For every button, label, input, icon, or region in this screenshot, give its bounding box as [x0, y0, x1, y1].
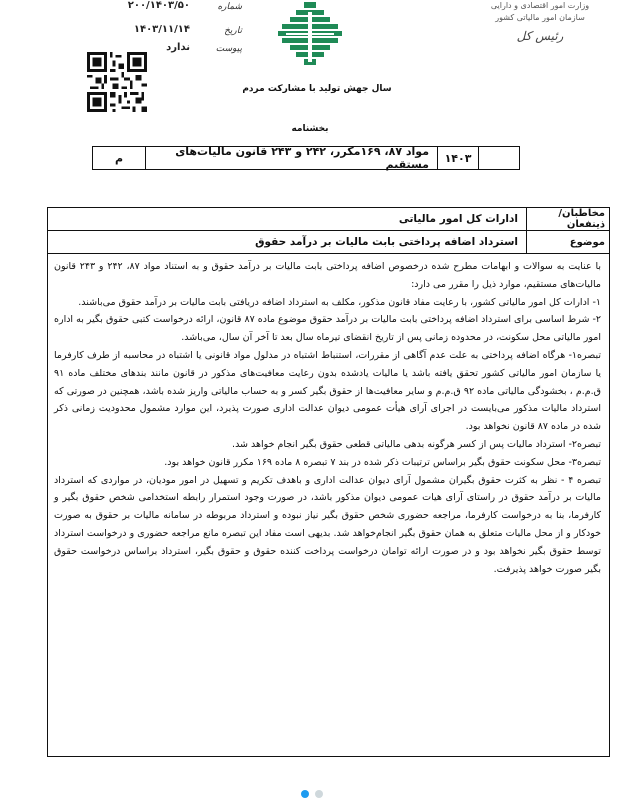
org-line-head: رئیس کل	[516, 29, 564, 43]
letter-date-label: تاریخ	[224, 26, 242, 36]
topic-row	[48, 231, 609, 254]
note-3: تبصره۳- محل سکونت حقوق بگیر براساس ترتیبات ذکر شده در بند ۷ تبصره ۸ ماده ۱۶۹ مکرر قانون خواهد بود.	[164, 456, 601, 468]
addressee-value: ادارات کل امور مالیاتی	[398, 213, 518, 225]
topic-value: استرداد اضافه پرداختی بابت مالیات بر درآمد حقوق	[255, 236, 518, 248]
note-4: تبصره ۴ - نظر به کثرت حقوق بگیران مشمول آرای دیوان عدالت اداری و باهدف تکریم و تسهیل در امور مودیان، در مواردی که استرداد مالیات بر درآمد حقوق در راستای آرای هیات عمومی دیوان مذکور باشد، در صورت وجود استمرار رابطه استخدامی شخص حقوق بگیر و کارفرما، بنا به درخواست کارفرما، مراجعه حضوری شخص حقوق بگیر نیاز نبوده و استرداد مربوطه در سامانه مالیات بر حقوق به صورت خودکار و از محل مالیات متعلق به همان حقوق بگیر انجام‌خواهد شد. بدیهی است مفاد این تبصره مانع مراجعه حضوری و درخواست استرداد توسط حقوق بگیر نخواهد بود و در صورت ارائه توامان درخواست پرداخت کننده حقوق و حقوق بگیر، استرداد براساس درخواست حقوق بگیر صورت خواهد پذیرفت.	[54, 474, 601, 575]
addressee-label: مخاطبان/ ذینفعان	[526, 208, 609, 230]
subject-bar-blank-cell	[478, 147, 519, 169]
letter-number-value: ۲۰۰/۱۴۰۳/۵۰	[127, 0, 190, 11]
letter-date-row	[92, 24, 242, 42]
circular-body-table	[47, 207, 610, 757]
page-dot-inactive[interactable]	[315, 790, 323, 798]
attachment-label: پیوست	[215, 44, 242, 54]
clause-1: ۱- ادارات کل امور مالیاتی کشور، با رعایت مفاد قانون مذکور، مکلف به استرداد اضافه دریافتی بابت مالیات بر درآمد حقوق می‌باشند.	[78, 296, 601, 308]
letter-number-row	[92, 0, 242, 18]
note-1: تبصره۱- هرگاه اضافه پرداختی به علت عدم آگاهی از مقررات، استنباط اشتباه در مدلول مواد قانونی یا اشتباه در محاسبه از طرف کارفرما یا سازمان امور مالیاتی کشور تحقق یافته باشد یا مالیات یادشده بدون رعایت معافیت‌های مذکور در قانون مانند بندهای مختلف ماده ۹۱ ق.م.م ، بخشودگی مالیاتی ماده ۹۲ ق.م.م و سایر معافیت‌ها از حقوق بگیر کسر و به حساب مالیاتی واریز شده باشد، همچنین در صورتی که استرداد مالیات مذکور می‌بایست در اجرای آرای هیأت عمومی دیوان عدالت اداری صورت پذیرد، این موارد مشمول محدودیت زمانی ذکر شده در ماده ۸۷ قانون نخواهد بود.	[54, 349, 602, 433]
circular-year: ۱۴۰۳	[437, 147, 478, 169]
circular-title: بخشنامه	[291, 124, 329, 134]
letter-date-value: ۱۴۰۳/۱۱/۱۴	[133, 24, 190, 35]
page-dot-active[interactable]	[301, 790, 309, 798]
circular-body-text	[48, 254, 609, 578]
year-slogan: سال جهش تولید با مشارکت مردم	[242, 84, 392, 94]
circular-subject-bar	[92, 146, 520, 170]
topic-label: موضوع	[526, 231, 609, 253]
addressee-row	[48, 208, 609, 231]
org-line-organization: سازمان امور مالیاتی کشور	[495, 13, 585, 22]
organization-header	[465, 0, 615, 60]
letter-number-label: شماره	[217, 2, 242, 12]
circular-subject: مواد ۸۷، ۱۶۹مکرر، ۲۴۲ و ۲۴۳ قانون مالیات‌های مستقیم	[145, 147, 437, 169]
org-line-ministry: وزارت امور اقتصادی و دارایی	[490, 1, 590, 10]
circular-letter-code: م	[114, 151, 124, 165]
note-2: تبصره۲- استرداد مالیات پس از کسر هرگونه بدهی مالیاتی قطعی حقوق بگیر انجام خواهد شد.	[232, 438, 601, 450]
clause-2: ۲- شرط اساسی برای استرداد اضافه پرداختی بابت مالیات بر درآمد حقوق موضوع ماده ۸۷ قانون، ارائه درخواست کتبی حقوق بگیر به اداره امور مالیاتی محل سکونت، در محدوده زمانی پس از تاریخ انقضای تیرماه سال بعد تا آخر آن سال، می‌باشد.	[54, 314, 602, 344]
qr-code	[87, 52, 147, 112]
intro-paragraph: با عنایت به سوالات و ابهامات مطرح شده درخصوص اضافه پرداختی بابت مالیات بر درآمد حقوق و به استناد مواد ۸۷، ۲۴۲ و ۲۴۳ قانون مالیات‌های مستقیم، موارد ذیل را مقرر می دارد:	[54, 261, 602, 290]
attachment-value: ندارد	[166, 42, 190, 53]
government-emblem-icon	[268, 0, 352, 70]
page-indicator	[297, 790, 337, 800]
